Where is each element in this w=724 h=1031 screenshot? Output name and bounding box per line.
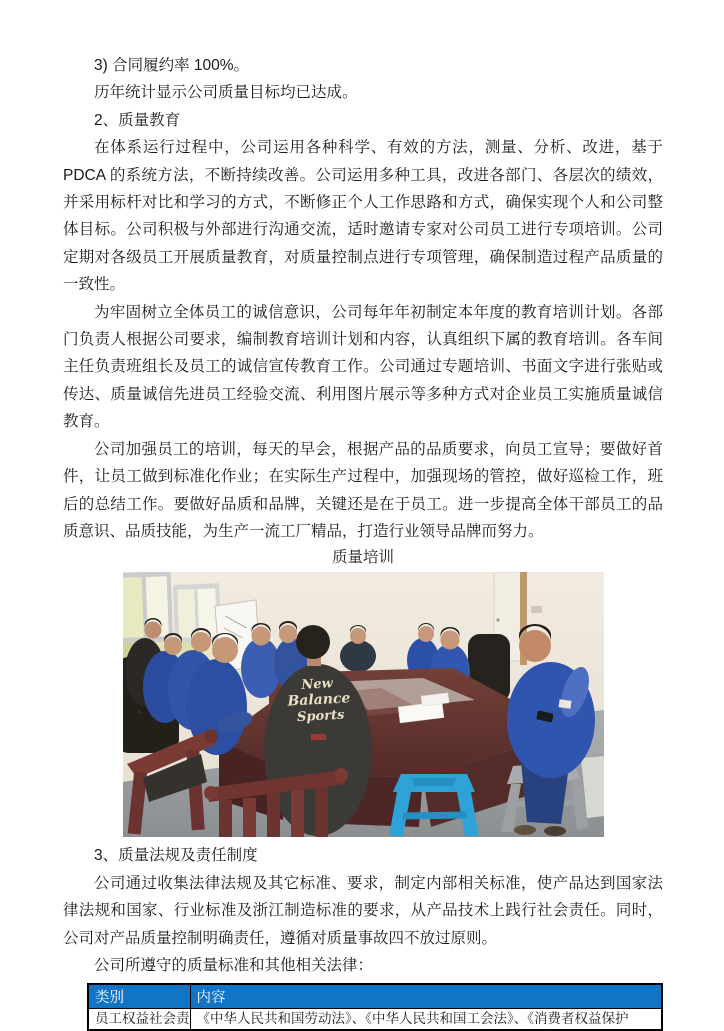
para-regulation: 公司通过收集法律法规及其它标准、要求，制定内部相关标准，使产品达到国家法律法规和国家、行业标准及浙江制造标准的要求，从产品技术上践行社会责任。同时，公司对产品质量控制明确责任，遵循对质量事故四不放过原则。 (63, 874, 663, 947)
jacket-text-line3: Sports (296, 707, 345, 726)
jacket-text-line2: Balance (286, 690, 351, 710)
table-row (88, 1009, 662, 1031)
photo-caption: 质量培训 (331, 549, 394, 567)
heading-regulation: 3、质量法规及责任制度 (94, 847, 258, 865)
cell-content: 《中华人民共和国劳动法》、《中华人民共和国工会法》、《消费者权益保护 (190, 1009, 662, 1031)
para-integrity-education: 为牢固树立全体员工的诚信意识，公司每年年初制定本年度的教育培训计划。各部门负责人根据公司要求，编制教育培训计划和内容，认真组织下属的教育培训。各车间主任负责班组长及员工的诚信宣传教育工作。公司通过专题培训、书面文字进行张贴或传达、质量诚信先进员工经验交流、利用图片展示等多种方式对企业员工实施质量诚信教育。 (63, 303, 663, 431)
quality-training-photo (123, 572, 604, 837)
header-category: 类别 (88, 984, 190, 1009)
cell-category: 员工权益社会责 (88, 1009, 190, 1031)
line-history-stats: 历年统计显示公司质量目标均已达成。 (94, 84, 358, 102)
line-standards-intro: 公司所遵守的质量标准和其他相关法律： (94, 956, 374, 974)
header-content: 内容 (190, 984, 662, 1009)
heading-quality-education: 2、质量教育 (94, 111, 181, 129)
meeting-room-illustration (123, 572, 604, 837)
table-header-row (88, 984, 662, 1009)
jacket-logo (311, 734, 326, 740)
line-contract-rate: 3) 合同履约率 100%。 (94, 57, 250, 74)
chest-logo-patch (558, 700, 571, 710)
para-pdca-system: 在体系运行过程中，公司运用各种科学、有效的方法，测量、分析、改进，基于 PDCA 的系统方法，不断持续改善。公司运用多种工具，改进各部门、各层次的绩效，并采用标杆对比和学习的方式，不断修正个人工作思路和方式，确保实现个人和公司整体目标。公司积极与外部进行沟通交流，适时邀请专家对公司员工进行专项培训。公司定期对各级员工开展质量教育，对质量控制点进行专项管理，确保制造过程产品质量的一致性。 (63, 139, 663, 294)
jacket-text-line1: New (300, 676, 333, 694)
document-page (63, 52, 663, 1031)
para-daily-training: 公司加强员工的培训，每天的早会，根据产品的品质要求，向员工宣导；要做好首件，让员工做到标准化作业；在实际生产过程中，加强现场的管控，做好巡检工作，班后的总结工作。要做好品质和品牌，关键还是在于员工。进一步提高全体干部员工的品质意识、品质技能，为生产一流工厂精品，打造行业领导品牌而努力。 (63, 440, 663, 540)
wall-vent (531, 606, 542, 613)
